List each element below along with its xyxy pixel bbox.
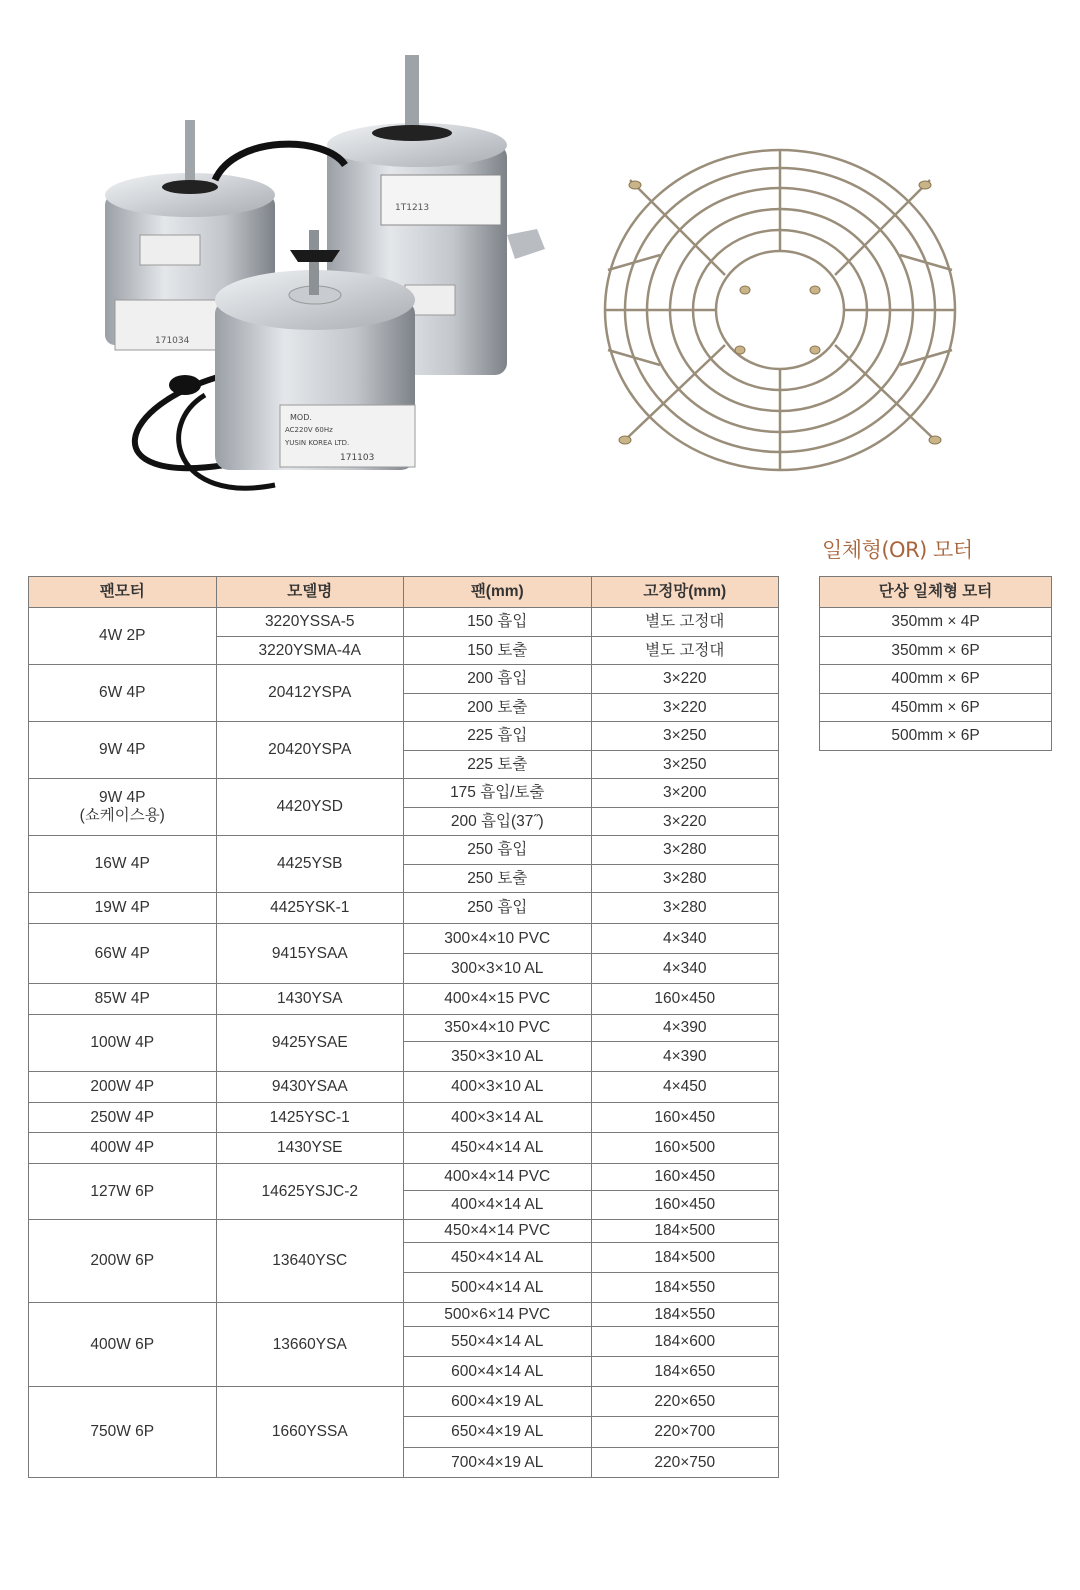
table-row <box>29 665 779 694</box>
section-title: 일체형(OR) 모터 <box>822 538 973 562</box>
list-item <box>820 637 1052 665</box>
table-row <box>29 1387 779 1417</box>
table-row <box>29 1164 779 1191</box>
fan-cell: 250 흡입 <box>404 893 592 924</box>
small-motor-serial: 171103 <box>340 453 375 463</box>
guard-cell: 160×450 <box>591 1191 779 1220</box>
table-header-row <box>29 577 779 608</box>
guard-cell: 3×220 <box>591 665 779 694</box>
fan-cell: 250 토출 <box>404 865 592 893</box>
fan-cell: 600×4×14 AL <box>404 1357 592 1387</box>
fan-cell: 300×3×10 AL <box>404 954 592 984</box>
motor-cell: 250W 4P <box>29 1103 217 1133</box>
fan-cell: 650×4×19 AL <box>404 1417 592 1448</box>
table-row <box>29 836 779 865</box>
model-cell: 4425YSK-1 <box>216 893 404 924</box>
guard-cell: 3×200 <box>591 779 779 808</box>
header-fan: 팬(mm) <box>404 577 592 608</box>
model-cell: 1430YSE <box>216 1133 404 1164</box>
list-item <box>820 665 1052 694</box>
size-cell: 350mm × 4P <box>820 608 1052 637</box>
fan-cell: 400×4×14 PVC <box>404 1164 592 1191</box>
guard-cell: 3×220 <box>591 694 779 722</box>
model-cell: 13660YSA <box>216 1303 404 1387</box>
motor-cell: 85W 4P <box>29 984 217 1015</box>
large-motor-label: 1T1213 <box>395 203 430 213</box>
guard-cell: 220×750 <box>591 1448 779 1478</box>
motor-cell: 200W 6P <box>29 1220 217 1303</box>
motor-cell: 200W 4P <box>29 1072 217 1103</box>
fan-motors-photo <box>95 45 565 545</box>
fan-cell: 500×4×14 AL <box>404 1273 592 1303</box>
motor-name: 9W 4P <box>98 789 146 806</box>
list-item <box>820 608 1052 637</box>
model-cell: 9425YSAE <box>216 1015 404 1072</box>
guard-cell: 160×450 <box>591 1164 779 1191</box>
fan-cell: 400×4×15 PVC <box>404 984 592 1015</box>
guard-cell: 4×390 <box>591 1015 779 1042</box>
fan-cell: 350×4×10 PVC <box>404 1015 592 1042</box>
fan-cell: 500×6×14 PVC <box>404 1303 592 1327</box>
model-cell: 4425YSB <box>216 836 404 893</box>
size-cell: 500mm × 6P <box>820 722 1052 751</box>
guard-cell: 별도 고정대 <box>591 637 779 665</box>
fan-cell: 400×3×14 AL <box>404 1103 592 1133</box>
fan-cell: 175 흡입/토출 <box>404 779 592 808</box>
fan-cell: 550×4×14 AL <box>404 1327 592 1357</box>
model-cell: 9415YSAA <box>216 924 404 984</box>
guard-cell: 3×250 <box>591 751 779 779</box>
table-row <box>29 984 779 1015</box>
fan-cell: 450×4×14 AL <box>404 1133 592 1164</box>
model-cell: 14625YSJC-2 <box>216 1164 404 1220</box>
fan-cell: 225 토출 <box>404 751 592 779</box>
header-single-phase: 단상 일체형 모터 <box>820 577 1052 608</box>
size-cell: 450mm × 6P <box>820 694 1052 722</box>
guard-cell: 4×340 <box>591 924 779 954</box>
table-row <box>29 722 779 751</box>
model-cell: 20412YSPA <box>216 665 404 722</box>
motor-cell: 19W 4P <box>29 893 217 924</box>
guard-cell: 184×600 <box>591 1327 779 1357</box>
motor-cell: 4W 2P <box>29 608 217 665</box>
fan-cell: 700×4×19 AL <box>404 1448 592 1478</box>
medium-motor-label: 171034 <box>155 336 190 346</box>
model-cell: 9430YSAA <box>216 1072 404 1103</box>
table-row <box>29 1015 779 1042</box>
size-cell: 400mm × 6P <box>820 665 1052 694</box>
table-row <box>29 1103 779 1133</box>
small-motor-brand: YUSIN KOREA LTD. <box>285 439 350 447</box>
fan-cell: 150 흡입 <box>404 608 592 637</box>
fan-cell: 350×3×10 AL <box>404 1042 592 1072</box>
fan-cell: 450×4×14 AL <box>404 1243 592 1273</box>
list-item <box>820 722 1052 751</box>
model-cell: 4420YSD <box>216 779 404 836</box>
single-phase-motor-table <box>819 576 1052 751</box>
motor-cell: 16W 4P <box>29 836 217 893</box>
motor-cell: 750W 6P <box>29 1387 217 1478</box>
fan-cell: 200 토출 <box>404 694 592 722</box>
guard-cell: 3×280 <box>591 836 779 865</box>
guard-cell: 184×550 <box>591 1273 779 1303</box>
table-row <box>29 924 779 954</box>
fan-cell: 600×4×19 AL <box>404 1387 592 1417</box>
motor-cell: 127W 6P <box>29 1164 217 1220</box>
list-item <box>820 694 1052 722</box>
guard-cell: 4×450 <box>591 1072 779 1103</box>
fan-cell: 150 토출 <box>404 637 592 665</box>
guard-cell: 220×650 <box>591 1387 779 1417</box>
guard-cell: 3×220 <box>591 808 779 836</box>
fan-motor-spec-table <box>28 576 779 1478</box>
model-cell: 3220YSSA-5 <box>216 608 404 637</box>
guard-cell: 3×280 <box>591 893 779 924</box>
table-row <box>29 608 779 637</box>
model-cell: 1430YSA <box>216 984 404 1015</box>
header-fan-motor: 팬모터 <box>29 577 217 608</box>
fan-cell: 225 흡입 <box>404 722 592 751</box>
motor-cell: 400W 4P <box>29 1133 217 1164</box>
fan-cell: 400×3×10 AL <box>404 1072 592 1103</box>
motor-cell <box>29 779 217 836</box>
motor-cell: 9W 4P <box>29 722 217 779</box>
guard-cell: 220×700 <box>591 1417 779 1448</box>
table-row <box>29 1072 779 1103</box>
table-row <box>29 1133 779 1164</box>
motor-cell: 6W 4P <box>29 665 217 722</box>
motor-subname: (쇼케이스용) <box>79 807 165 824</box>
guard-cell: 184×500 <box>591 1243 779 1273</box>
model-cell: 1425YSC-1 <box>216 1103 404 1133</box>
guard-cell: 3×280 <box>591 865 779 893</box>
table-header-row <box>820 577 1052 608</box>
small-motor-mod: MOD. <box>290 413 312 422</box>
guard-cell: 160×450 <box>591 984 779 1015</box>
model-cell: 3220YSMA-4A <box>216 637 404 665</box>
guard-cell: 184×550 <box>591 1303 779 1327</box>
table-row <box>29 1220 779 1243</box>
model-cell: 13640YSC <box>216 1220 404 1303</box>
table-row <box>29 1303 779 1327</box>
motor-cell: 100W 4P <box>29 1015 217 1072</box>
guard-cell: 4×340 <box>591 954 779 984</box>
fan-guard-photo <box>595 140 965 480</box>
table-row <box>29 779 779 808</box>
guard-cell: 160×500 <box>591 1133 779 1164</box>
guard-cell: 184×500 <box>591 1220 779 1243</box>
size-cell: 350mm × 6P <box>820 637 1052 665</box>
fan-cell: 400×4×14 AL <box>404 1191 592 1220</box>
fan-cell: 200 흡입(37˝) <box>404 808 592 836</box>
guard-cell: 3×250 <box>591 722 779 751</box>
fan-cell: 250 흡입 <box>404 836 592 865</box>
small-motor-spec: AC220V 60Hz <box>285 426 333 434</box>
guard-cell: 별도 고정대 <box>591 608 779 637</box>
motor-cell: 400W 6P <box>29 1303 217 1387</box>
guard-cell: 184×650 <box>591 1357 779 1387</box>
table-row <box>29 893 779 924</box>
motor-cell: 66W 4P <box>29 924 217 984</box>
fan-cell: 200 흡입 <box>404 665 592 694</box>
header-guard: 고정망(mm) <box>591 577 779 608</box>
model-cell: 1660YSSA <box>216 1387 404 1478</box>
guard-cell: 160×450 <box>591 1103 779 1133</box>
guard-cell: 4×390 <box>591 1042 779 1072</box>
fan-cell: 300×4×10 PVC <box>404 924 592 954</box>
model-cell: 20420YSPA <box>216 722 404 779</box>
fan-cell: 450×4×14 PVC <box>404 1220 592 1243</box>
header-model: 모델명 <box>216 577 404 608</box>
